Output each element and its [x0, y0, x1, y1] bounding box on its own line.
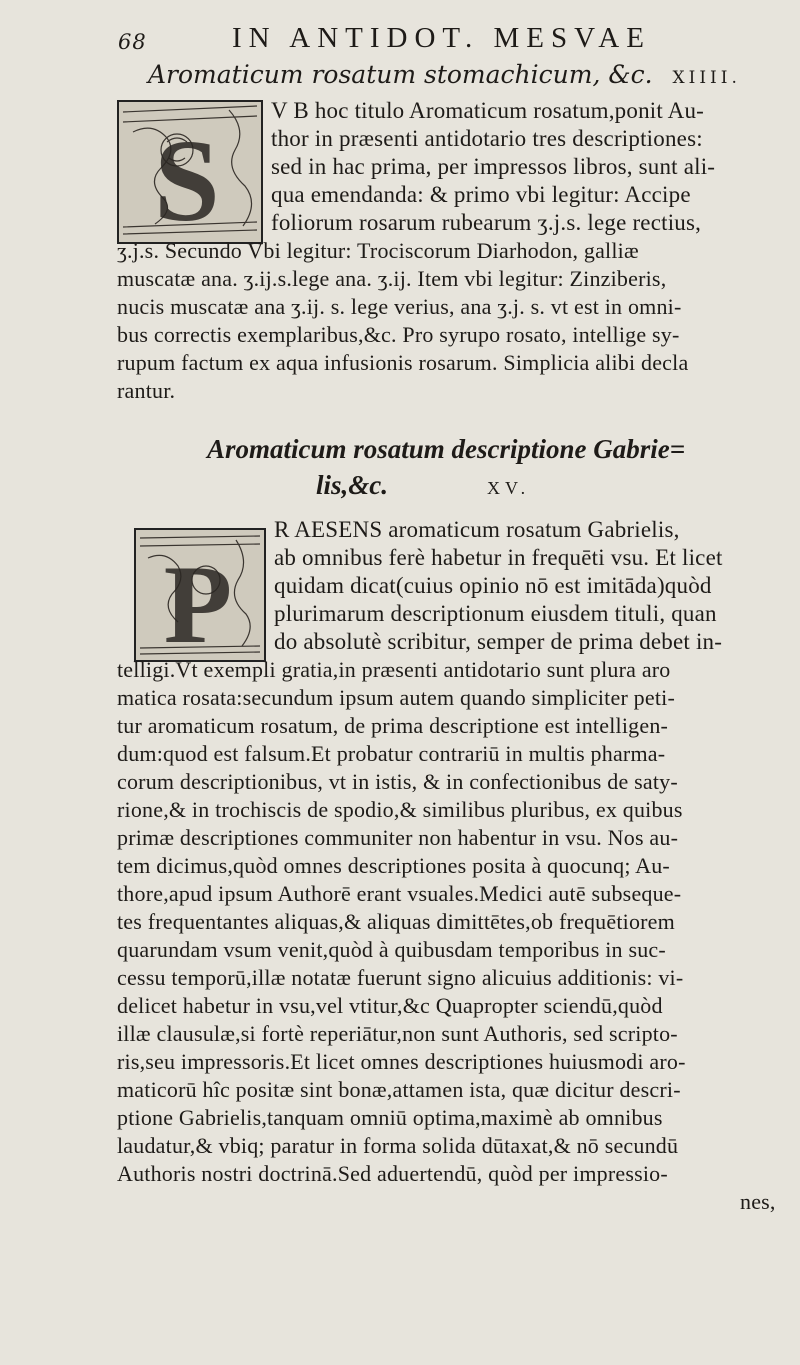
decorated-initial-s — [117, 100, 263, 244]
text-line: primæ descriptiones communiter non habentur in vsu. Nos au- — [117, 825, 679, 850]
text-line: plurimarum descriptionum eiusdem tituli, quan — [274, 601, 717, 626]
section-number: XV. — [487, 478, 531, 498]
text-line: sed in hac prima, per impressos libros, sunt ali- — [271, 154, 716, 179]
text-line: ptione Gabrielis,tanquam omniū optima,maximè ab omnibus — [117, 1105, 663, 1130]
text-line: quidam dicat(cuius opinio nō est imitāda)quòd — [274, 573, 712, 598]
text-line: V B hoc titulo Aromaticum rosatum,ponit Au- — [271, 98, 705, 123]
text-line: tes frequentantes aliquas,& aliquas dimittētes,ob frequētiorem — [117, 909, 675, 934]
text-line: rupum factum ex aqua infusionis rosarum. Simplicia alibi decla — [117, 350, 689, 375]
text-line: foliorum rosarum rubearum ʒ.j.s. lege rectius, — [271, 210, 702, 235]
text-line: cessu temporū,illæ notatæ fuerunt signo alicuius additionis: vi- — [117, 965, 684, 990]
text-line: thore,apud ipsum Authorē erant vsuales.Medici autē subseque- — [117, 881, 682, 906]
text-line: quarundam vsum venit,quòd à quibusdam temporibus in suc- — [117, 937, 666, 962]
running-head — [0, 12, 800, 52]
text-line: laudatur,& vbiq; paratur in forma solida dūtaxat,& nō secundū — [117, 1133, 679, 1158]
section-number: XIIII. — [672, 68, 741, 88]
text-line: corum descriptionibus, vt in istis, & in confectionibus de saty- — [117, 769, 678, 794]
ornament-image — [136, 530, 264, 660]
text-line: R AESENS aromaticum rosatum Gabrielis, — [274, 517, 680, 542]
text-line: matica rosata:secundum ipsum autem quando simpliciter peti- — [117, 685, 675, 710]
ornament-image — [119, 102, 261, 242]
text-line: nes, — [740, 1189, 776, 1214]
text-line: tur aromaticum rosatum, de prima descriptione est intelligen- — [117, 713, 669, 738]
text-line: delicet habetur in vsu,vel vtitur,&c Quapropter sciendū,quòd — [117, 993, 663, 1018]
section-title: Aromaticum rosatum stomachicum, &c. — [148, 60, 653, 89]
text-line: maticorū hîc positæ sint bonæ,attamen ista, quæ dicitur descri- — [117, 1077, 681, 1102]
text-line: rantur. — [117, 378, 176, 403]
text-line: telligi.Vt exempli gratia,in præsenti antidotario sunt plura aro — [117, 657, 671, 682]
text-line: muscatæ ana. ʒ.ij.s.lege ana. ʒ.ij. Item vbi legitur: Zinziberis, — [117, 266, 667, 291]
text-line: ʒ.j.s. Secundo Vbi legitur: Trociscorum Diarhodon, galliæ — [117, 238, 639, 263]
initial-letter: S — [154, 115, 220, 242]
text-line: qua emendanda: & primo vbi legitur: Accipe — [271, 182, 691, 207]
text-line: illæ clausulæ,si fortè reperiātur,non sunt Authoris, sed scripto- — [117, 1021, 678, 1046]
text-line: dum:quod est falsum.Et probatur contrariū in multis pharma- — [117, 741, 666, 766]
text-line: tem dicimus,quòd omnes descriptiones posita à quocunq; Au- — [117, 853, 670, 878]
running-title: IN ANTIDOT. MESVAE — [232, 22, 651, 54]
section-title: Aromaticum rosatum descriptione Gabrie= — [207, 434, 686, 464]
initial-letter: P — [163, 543, 233, 660]
text-line: thor in præsenti antidotario tres descriptiones: — [271, 126, 703, 151]
text-line: nucis muscatæ ana ʒ.ij. s. lege verius, ana ʒ.j. s. vt est in omni- — [117, 294, 682, 319]
text-line: Authoris nostri doctrinā.Sed aduertendū, quòd per impressio- — [117, 1161, 668, 1186]
text-line: do absolutè scribitur, semper de prima debet in- — [274, 629, 723, 654]
section-heading-14 — [148, 60, 741, 89]
text-line: ab omnibus ferè habetur in frequēti vsu. Et licet — [274, 545, 723, 570]
text-line: ris,seu impressoris.Et licet omnes descriptiones huiusmodi aro- — [117, 1049, 686, 1074]
page-number: 68 — [118, 30, 147, 54]
text-line: rione,& in trochiscis de spodio,& similibus pluribus, ex quibus — [117, 797, 683, 822]
text-line: bus correctis exemplaribus,&c. Pro syrupo rosato, intellige sy- — [117, 322, 680, 347]
section-title-continued: lis,&c. — [316, 470, 388, 500]
decorated-initial-p — [134, 528, 266, 662]
